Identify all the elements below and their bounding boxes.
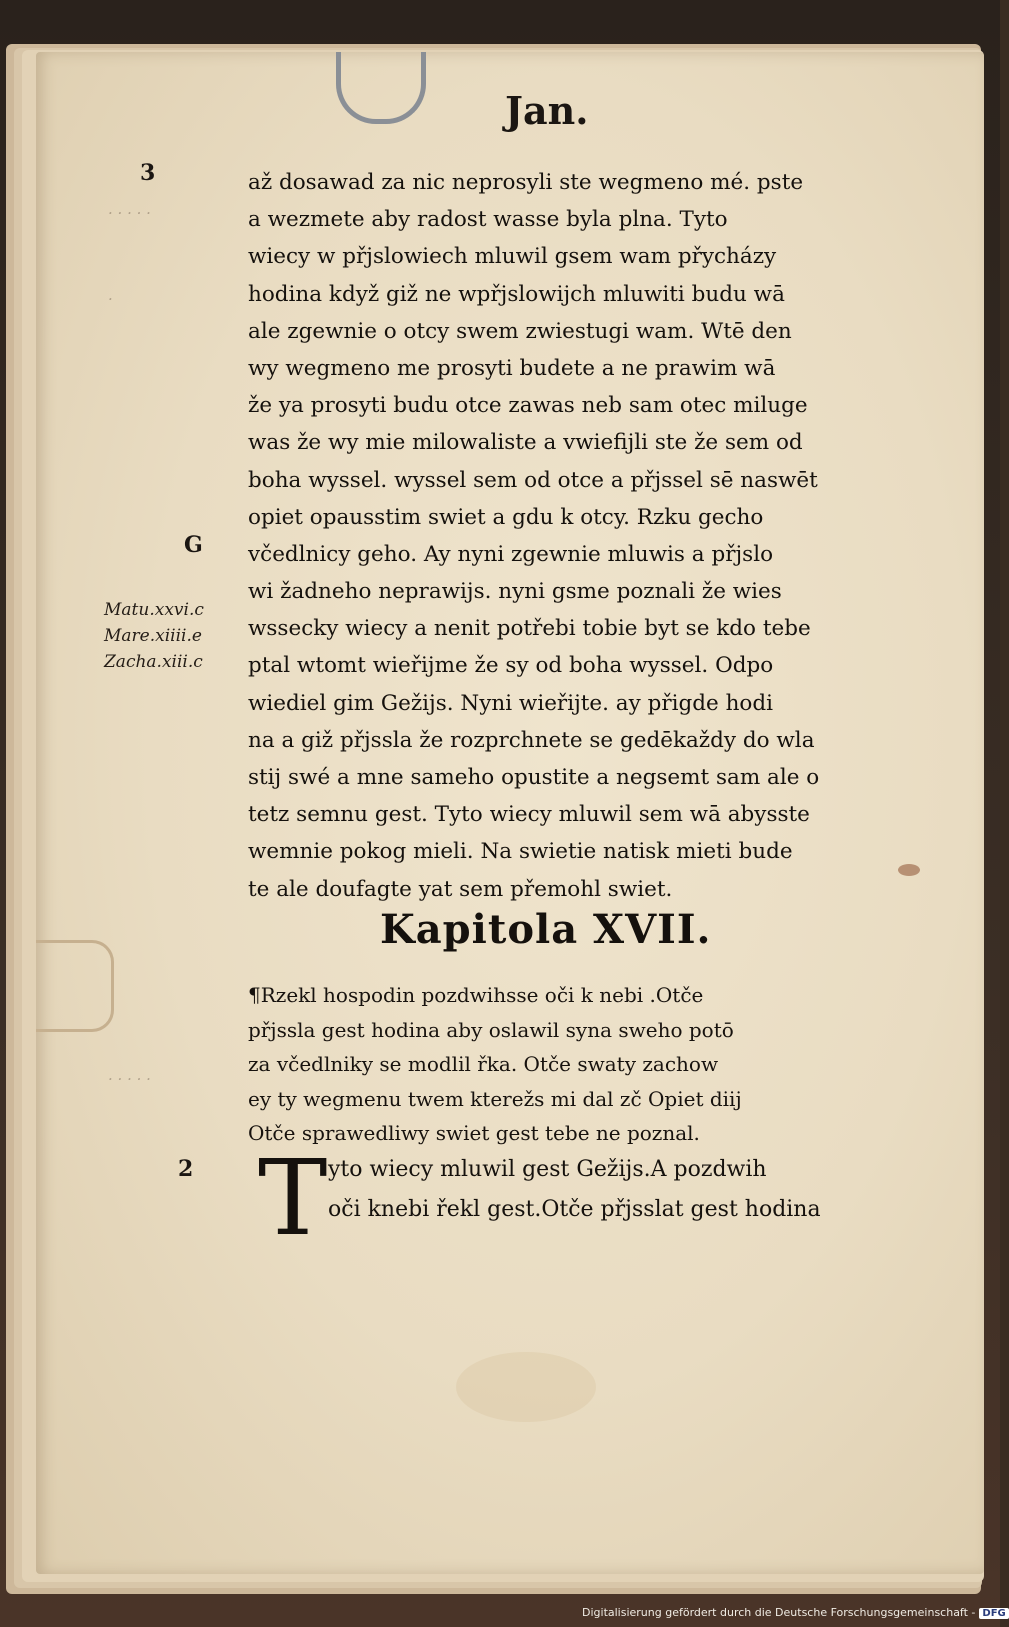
chapter-opening-text	[328, 1150, 898, 1230]
text-line: te ale doufagte yat sem přemohl swiet.	[248, 876, 673, 902]
text-line: že ya prosyti budu otce zawas neb sam otec miluge	[248, 393, 808, 419]
show-through-text: ·	[108, 290, 113, 308]
text-line: boha wyssel. wyssel sem od otce a přjssel sē naswēt	[248, 467, 818, 493]
paper-clip-icon	[336, 52, 426, 124]
page-tab-marker	[36, 940, 114, 1032]
verse-marker-g: G	[184, 532, 203, 558]
text-line: wiediel gim Gežijs. Nyni wieřijte. ay přigde hodi	[248, 690, 774, 716]
text-line: hodina když giž ne wpřjslowijch mluwiti budu wā	[248, 281, 785, 307]
text-line: a wezmete aby radost wasse byla plna. Tyto	[248, 207, 728, 233]
text-line: wssecky wiecy a nenit potřebi tobie byt se kdo tebe	[248, 616, 811, 642]
show-through-text: · · · · ·	[108, 1070, 151, 1088]
text-line: yto wiecy mluwil gest Gežijs.A pozdwih	[328, 1157, 767, 1182]
credit-text: Digitalisierung gefördert durch die Deutsche Forschungsgemeinschaft -	[582, 1606, 976, 1619]
chapter-heading: Kapitola XVII.	[380, 906, 712, 953]
text-line: was že wy mie milowaliste a vwiefijli ste že sem od	[248, 430, 803, 456]
text-line: tetz semnu gest. Tyto wiecy mluwil sem wā abysste	[248, 802, 810, 828]
summary-line: ey ty wegmenu twem kterežs mi dal zč Opiet diij	[248, 1086, 742, 1111]
text-line: wi žadneho neprawijs. nyni gsme poznali že wies	[248, 579, 782, 605]
chapter-summary	[248, 978, 898, 1151]
text-line: až dosawad za nic neprosyli ste wegmeno mé. pste	[248, 170, 804, 195]
verse-marker-2: 2	[178, 1156, 194, 1182]
verse-marker-3: 3	[140, 160, 156, 186]
digitization-credit	[582, 1606, 1009, 1619]
text-line: oči knebi řekl gest.Otče přjsslat gest hodina	[328, 1197, 821, 1222]
text-line: ptal wtomt wieřijme že sy od boha wyssel. Odpo	[248, 653, 774, 679]
text-line: wiecy w přjslowiech mluwil gsem wam přycházy	[248, 244, 777, 270]
text-line: opiet opausstim swiet a gdu k otcy. Rzku gecho	[248, 504, 764, 530]
drop-capital: T	[258, 1137, 328, 1259]
summary-line: přjssla gest hodina aby oslawil syna sweho potō	[248, 1017, 734, 1042]
summary-line: ¶Rzekl hospodin pozdwihsse oči k nebi .Otče	[248, 983, 704, 1007]
margin-reference: Matu.xxvi.c	[104, 600, 204, 620]
text-line: na a giž přjssla že rozprchnete se gedēkaždy do wla	[248, 727, 815, 753]
text-line: wemnie pokog mieli. Na swietie natisk mieti bude	[248, 839, 793, 865]
text-line: včedlnicy geho. Ay nyni zgewnie mluwis a přjslo	[248, 541, 774, 567]
running-head: Jan.	[505, 88, 589, 133]
dfg-logo: DFG	[979, 1608, 1008, 1619]
margin-reference: Zacha.xiii.c	[104, 652, 203, 672]
show-through-text: · · · · ·	[108, 204, 151, 222]
text-line: ale zgewnie o otcy swem zwiestugi wam. Wtē den	[248, 318, 792, 344]
margin-reference: Mare.xiiii.e	[104, 626, 202, 646]
summary-line: za včedlniky se modlil řka. Otče swaty zachow	[248, 1052, 719, 1076]
text-line: stij swé a mne sameho opustite a negsemt sam ale o	[248, 765, 820, 790]
summary-line: Otče sprawedliwy swiet gest tebe ne poznal.	[248, 1121, 700, 1145]
main-text-block	[248, 164, 898, 908]
ink-stain	[898, 864, 920, 876]
paper-foxing	[456, 1352, 596, 1422]
text-line: wy wegmeno me prosyti budete a ne prawim wā	[248, 355, 776, 381]
